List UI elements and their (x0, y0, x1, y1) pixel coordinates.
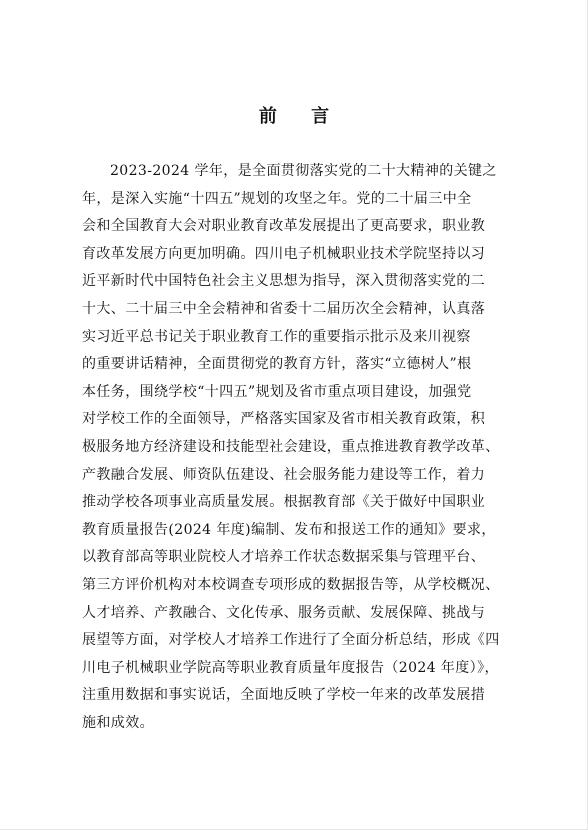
paragraph-line: 本任务，围绕学校“十四五”规划及省市重点项目建设，加强党 (82, 383, 472, 400)
paragraph-line: 人才培养、产教融合、文化传承、服务贡献、发展保障、挑战与 (82, 604, 486, 621)
paragraph-line: 会和全国教育大会对职业教育改革发展提出了更高要求，职业教 (82, 218, 486, 235)
paragraph-line: 近平新时代中国特色社会主义思想为指导，深入贯彻落实党的二 (82, 273, 486, 290)
paragraph-line: 产教融合发展、师资队伍建设、社会服务能力建设等工作，着力 (82, 466, 486, 483)
paragraph-line: 施和成效。 (82, 714, 154, 731)
paragraph-line: 年，是深入实施“十四五”规划的攻坚之年。党的二十届三中全 (82, 190, 472, 207)
paragraph-line: 以教育部高等职业院校人才培养工作状态数据采集与管理平台、 (82, 549, 486, 566)
paragraph-line: 对学校工作的全面领导，严格落实国家及省市相关教育政策，积 (82, 411, 486, 428)
paragraph-line: 展望等方面，对学校人才培养工作进行了全面分析总结，形成《四 (82, 632, 500, 649)
paragraph-line: 极服务地方经济建设和技能型社会建设，重点推进教育教学改革、 (82, 438, 500, 455)
paragraph-line: 育改革发展方向更加明确。四川电子机械职业技术学院坚持以习 (82, 245, 486, 262)
paragraph-line: 川电子机械职业学院高等职业教育质量年度报告（2024 年度）》， (82, 659, 499, 676)
preface-paragraph (82, 158, 528, 737)
paragraph-line: 的重要讲话精神，全面贯彻党的教育方针，落实“立德树人”根 (82, 356, 472, 373)
paragraph-line: 2023-2024 学年，是全面贯彻落实党的二十大精神的关键之 (110, 163, 497, 179)
paragraph-line: 教育质量报告(2024 年度)编制、发布和报送工作的通知》要求， (82, 521, 496, 538)
paragraph-line: 第三方评价机构对本校调查专项形成的数据报告等，从学校概况、 (82, 576, 500, 593)
paragraph-line: 推动学校各项事业高质量发展。根据教育部《关于做好中国职业 (82, 494, 486, 511)
page-title: 前 言 (258, 106, 344, 127)
paragraph-line: 实习近平总书记关于职业教育工作的重要指示批示及来川视察 (82, 328, 471, 345)
paragraph-line: 十大、二十届三中全会精神和省委十二届历次全会精神，认真落 (82, 300, 486, 317)
paragraph-line: 注重用数据和事实说话，全面地反映了学校一年来的改革发展措 (82, 687, 486, 704)
